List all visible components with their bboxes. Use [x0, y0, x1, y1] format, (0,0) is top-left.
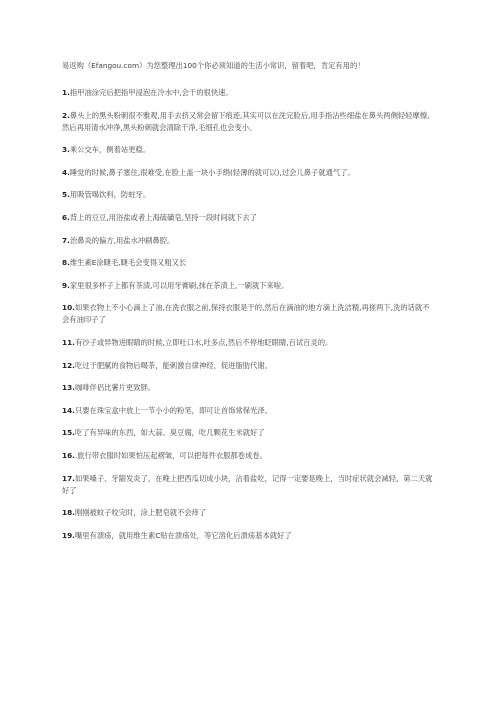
item-text: 刚刚被蚊子咬完时，涂上肥皂就不会痒了 — [74, 508, 207, 518]
item-number: 16. — [62, 450, 75, 460]
intro-line: 易返购（Efangou.com）为您整理出100个你必须知道的生活小常识，留着吧，肯定有用的！ — [62, 61, 365, 70]
list-item — [62, 427, 434, 439]
list-item — [62, 167, 434, 179]
list-item — [62, 212, 434, 224]
list-item — [62, 530, 434, 542]
item-text: 吃了有异味的东西，如大蒜、臭豆腐，吃几颗花生米就好了 — [74, 428, 265, 438]
list-item — [62, 337, 434, 349]
list-item — [62, 382, 434, 394]
item-text: 咖啡伴侣比薯片更致胖。 — [74, 383, 156, 393]
item-number: 19. — [62, 530, 75, 540]
item-text: 用吸管喝饮料，防蛀牙。 — [69, 190, 151, 200]
item-number: 8. — [62, 258, 70, 268]
list-item — [62, 235, 434, 247]
item-number: 9. — [62, 280, 70, 290]
list-item — [62, 257, 434, 269]
item-text: 鼻头上的黑头粉刺很不雅观,用手去挤又常会留下痕迹,其实可以在洗完脸后,用手指沾些细盐在鼻头两侧轻轻摩擦,然后再用清水冲净,黑头粉刺就会清除干净,毛细孔也会变小。 — [62, 110, 430, 132]
item-number: 18. — [62, 508, 75, 518]
list-item — [62, 302, 434, 326]
list-item — [62, 405, 434, 417]
item-number: 14. — [62, 405, 75, 415]
item-text: 嘴里有溃疡，就用维生素C贴在溃疡处，等它溶化后溃疡基本就好了 — [74, 530, 292, 540]
document-body — [62, 60, 434, 552]
item-text: 家里很多杯子上都有茶渍,可以用牙膏刷,抹在茶渍上,一刷就下来啦。 — [69, 280, 289, 290]
item-text: 如果嗓子、牙龈发炎了，在晚上把西瓜切成小块，沾着盐吃，记得一定要是晚上，当时症状就会减轻，第二天就好了 — [62, 473, 433, 495]
item-text: 有沙子或异物进眼睛的时候,立即吐口水,吐多点,然后不停地眨眼睛,百试百灵的。 — [74, 337, 333, 347]
list-item — [62, 144, 434, 156]
item-text: 指甲油涂完后把指甲浸泡在冷水中,会干的很快速。 — [69, 88, 233, 97]
list-item — [62, 189, 434, 201]
list-item — [62, 110, 434, 134]
list-item — [62, 473, 434, 497]
item-number: 6. — [62, 212, 70, 222]
item-number: 17. — [62, 473, 75, 483]
item-text: 吃过于肥腻的食物后喝茶，能刺激自律神经，促进脂肪代谢。 — [74, 360, 272, 370]
item-number: 2. — [62, 110, 70, 120]
item-text: 睡觉的时候,鼻子塞住,很难受,在脸上盖一块小手绢(轻薄的就可以),过会儿鼻子就通气了。 — [69, 167, 355, 177]
list-item — [62, 507, 434, 519]
list-item — [62, 450, 434, 462]
item-number: 1. — [62, 88, 70, 97]
item-number: 15. — [62, 428, 75, 438]
item-text: 治鼻炎的偏方,用盐水冲刷鼻腔。 — [69, 235, 175, 245]
item-text: .旅行带衣服时如果怕压起褶皱，可以把每件衣服都卷成卷。 — [74, 450, 267, 460]
item-number: 5. — [62, 190, 70, 200]
item-text: 背上的豆豆,用浴盐或者上海硫磺皂,坚持一段时间就下去了 — [69, 212, 257, 222]
item-number: 10. — [62, 303, 75, 313]
item-text: 乘公交车，侧着站更稳。 — [69, 145, 151, 155]
item-text: 如果衣物上不小心滴上了油,在洗衣服之前,保持衣服是干的,然后在滴油的地方滴上洗洁精,再搓两下,洗的话就不会有油印子了 — [62, 303, 430, 325]
item-number: 13. — [62, 383, 75, 393]
item-text: 只要在珠宝盒中放上一节小小的粉笔，即可让首饰常保光泽。 — [74, 405, 272, 415]
item-number: 11. — [62, 337, 75, 347]
item-number: 7. — [62, 235, 70, 245]
item-number: 4. — [62, 167, 70, 177]
list-item — [62, 360, 434, 372]
item-text: 维生素E涂睫毛,睫毛会变得又粗又长 — [69, 258, 187, 268]
item-number: 12. — [62, 360, 75, 370]
list-item — [62, 280, 434, 292]
list-item — [62, 87, 434, 99]
item-number: 3. — [62, 145, 70, 155]
